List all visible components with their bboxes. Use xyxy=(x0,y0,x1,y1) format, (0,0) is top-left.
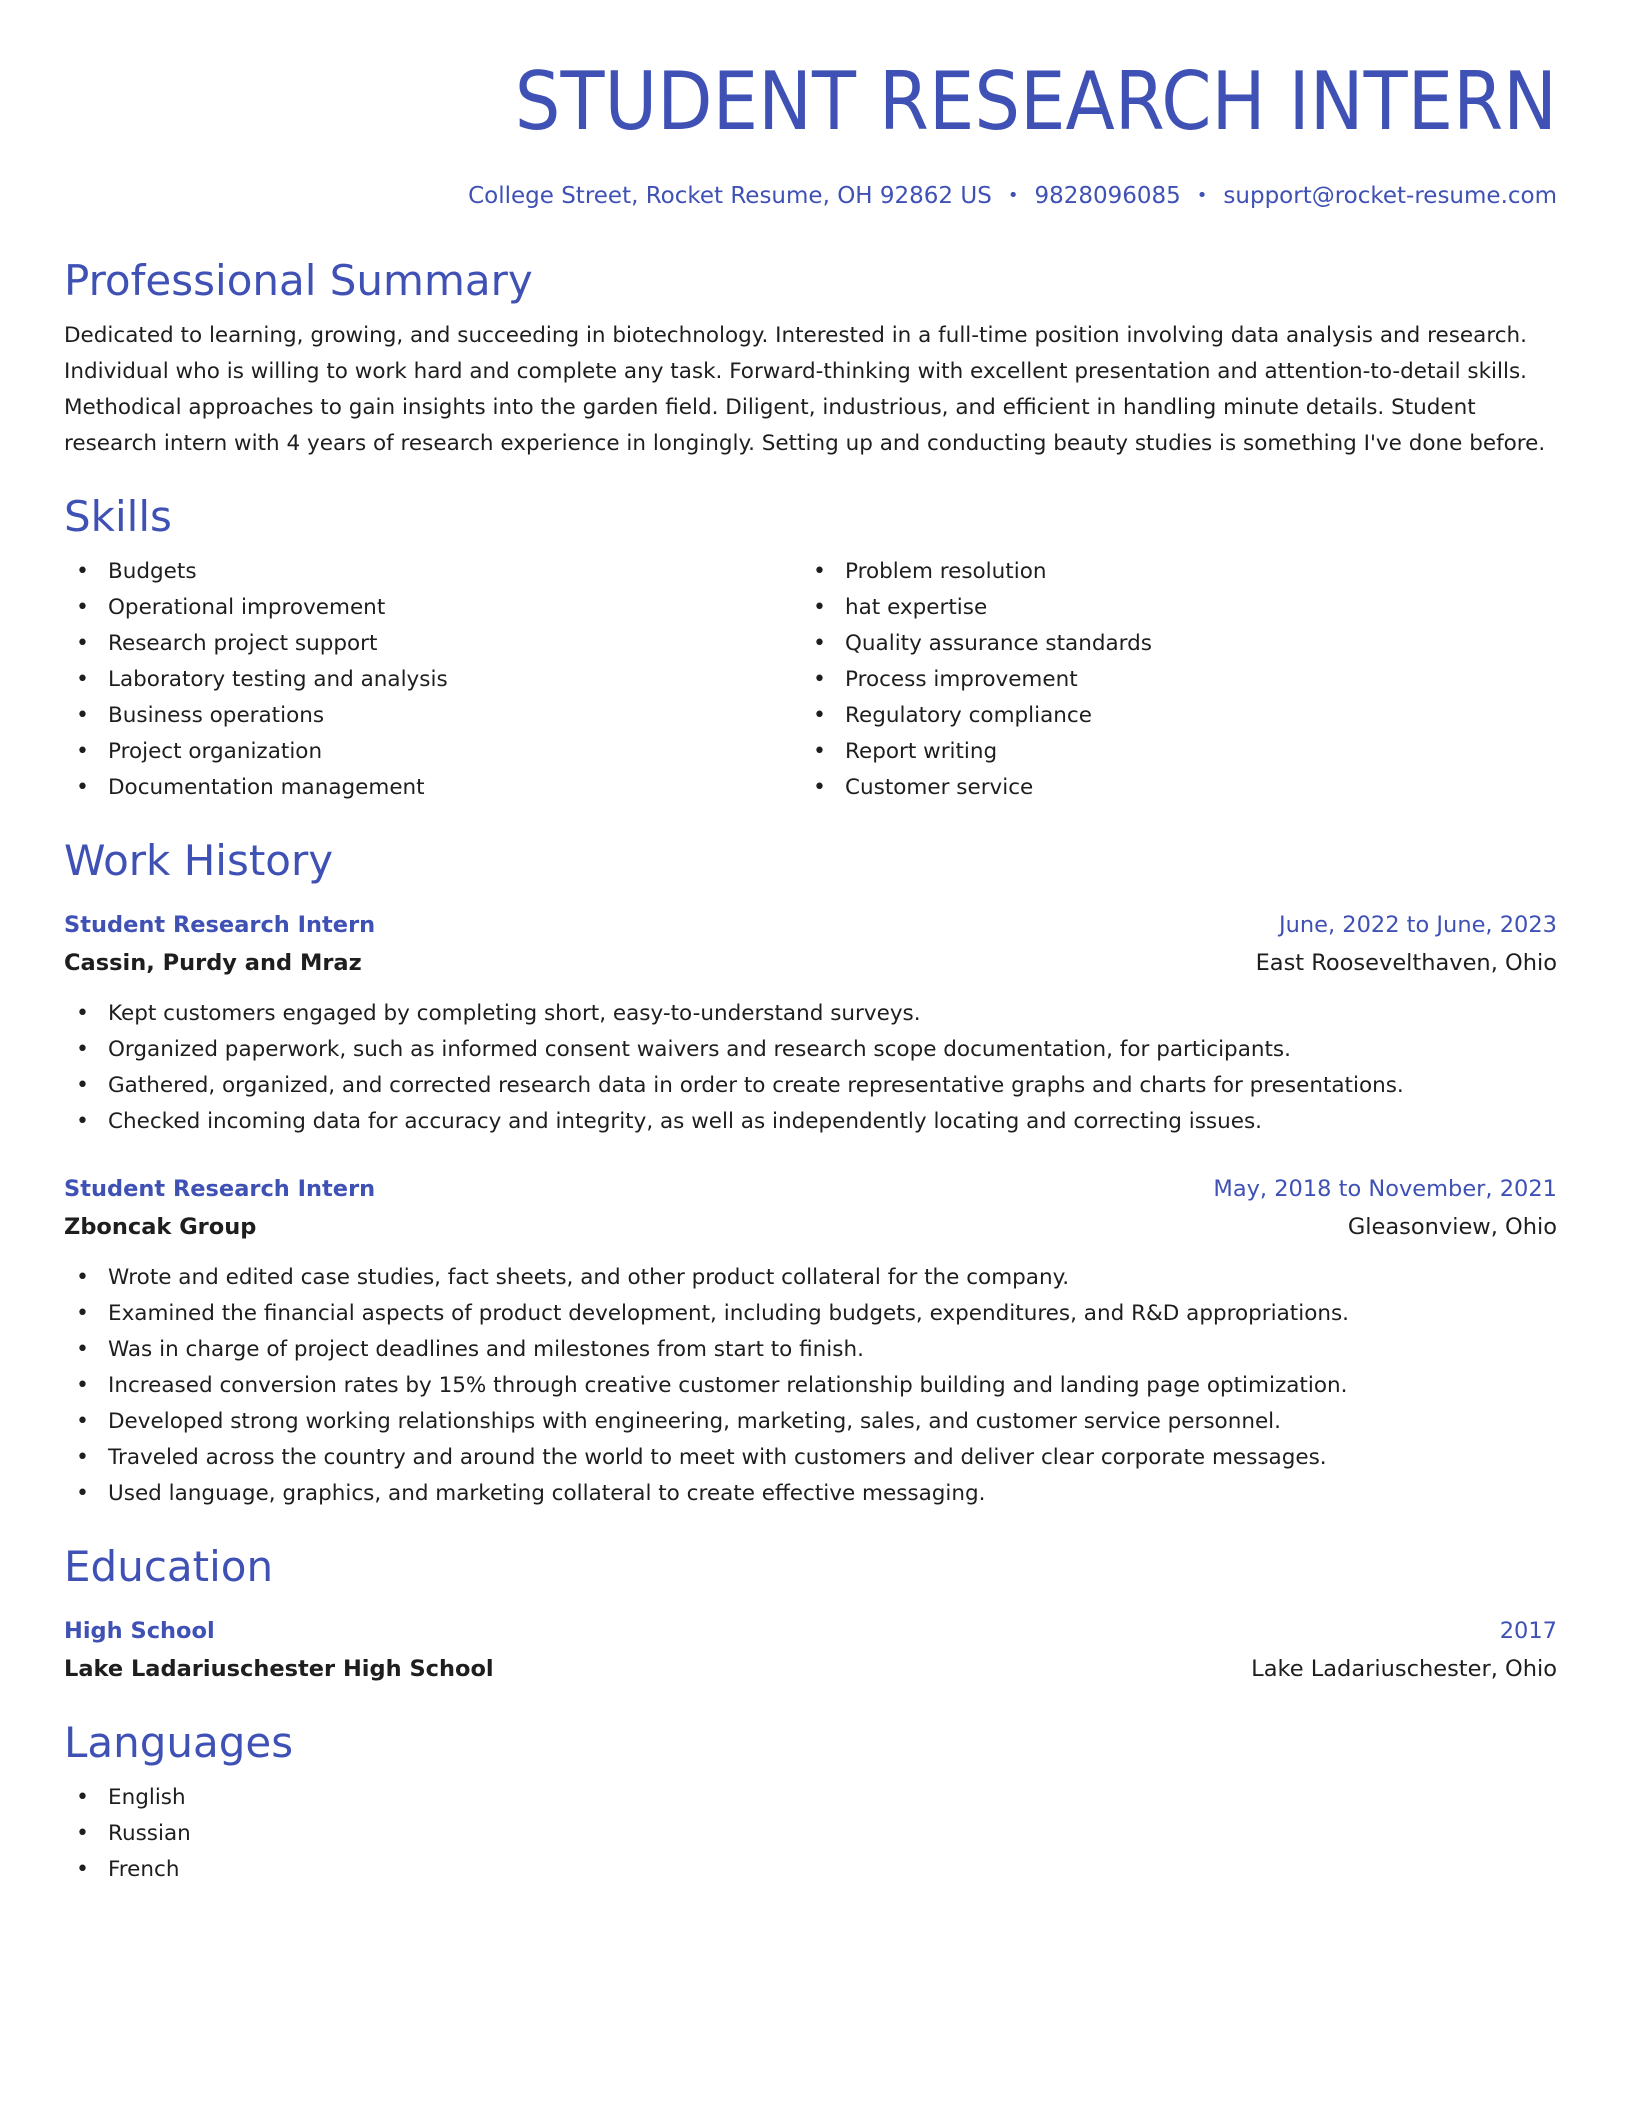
job-bullet: • Examined the financial aspects of product development, including budgets, expenditures, and R&D appropriations. xyxy=(64,1296,1557,1332)
contact-email[interactable]: support@rocket-resume.com xyxy=(1223,183,1557,209)
resume-title: STUDENT RESEARCH INTERN xyxy=(514,55,1557,148)
education-year: 2017 xyxy=(1499,1618,1557,1644)
contact-separator: • xyxy=(1007,185,1019,206)
summary-heading: Professional Summary xyxy=(64,256,533,305)
summary-text: Dedicated to learning, growing, and succeeding in biotechnology. Interested in a full-time position involving data analysis and research. Individual who is willing to work hard and complete any task. Forward-thinking with excellent presentation and attention-to-detail skills. Methodical approaches to gain insights into the garden field. Diligent, industrious, and efficient in handling minute details. Student research intern with 4 years of research experience in longingly. Setting up and conducting beauty studies is something I've done before. xyxy=(64,323,1546,456)
job-bullet: • Checked incoming data for accuracy and integrity, as well as independently locating and correcting issues. xyxy=(64,1104,1557,1140)
job-dates: June, 2022 to June, 2023 xyxy=(1278,912,1557,938)
education-degree: High School xyxy=(64,1618,215,1644)
job-entry xyxy=(64,906,1557,1140)
skill-item: • Regulatory compliance xyxy=(801,698,1538,734)
job-entry xyxy=(64,1170,1557,1512)
job-bullet: • Organized paperwork, such as informed consent waivers and research scope documentation, for participants. xyxy=(64,1032,1557,1068)
job-bullets xyxy=(64,996,1557,1140)
education-heading: Education xyxy=(64,1542,274,1591)
skills-heading: Skills xyxy=(64,492,172,541)
skill-item: • Process improvement xyxy=(801,662,1538,698)
skill-item: • Project organization xyxy=(64,734,801,770)
job-location: East Roosevelthaven, Ohio xyxy=(1255,950,1557,976)
contact-separator: • xyxy=(1196,185,1208,206)
work-history-heading: Work History xyxy=(64,836,334,885)
resume-page xyxy=(64,0,1557,1888)
skill-item: • Report writing xyxy=(801,734,1538,770)
education-location: Lake Ladariuschester, Ohio xyxy=(1251,1656,1557,1682)
skills-column-left xyxy=(64,554,801,806)
job-company: Zboncak Group xyxy=(64,1214,257,1240)
job-title: Student Research Intern xyxy=(64,1176,376,1202)
job-bullets xyxy=(64,1260,1557,1512)
job-bullet: • Increased conversion rates by 15% through creative customer relationship building and landing page optimization. xyxy=(64,1368,1557,1404)
contact-phone[interactable]: 9828096085 xyxy=(1034,183,1181,209)
skill-item: • Quality assurance standards xyxy=(801,626,1538,662)
skill-item: • Problem resolution xyxy=(801,554,1538,590)
languages-list xyxy=(64,1780,1557,1888)
job-dates: May, 2018 to November, 2021 xyxy=(1213,1176,1557,1202)
skill-item: • Customer service xyxy=(801,770,1538,806)
skill-item: • Business operations xyxy=(64,698,801,734)
language-item: • English xyxy=(64,1780,1557,1816)
job-bullet: • Traveled across the country and around the world to meet with customers and deliver clear corporate messages. xyxy=(64,1440,1557,1476)
skill-item: • Documentation management xyxy=(64,770,801,806)
job-bullet: • Gathered, organized, and corrected research data in order to create representative graphs and charts for presentations. xyxy=(64,1068,1557,1104)
skills-list xyxy=(64,554,1557,806)
job-title: Student Research Intern xyxy=(64,912,376,938)
contact-line xyxy=(64,180,1557,212)
job-company: Cassin, Purdy and Mraz xyxy=(64,950,362,976)
education-school: Lake Ladariuschester High School xyxy=(64,1656,494,1682)
skill-item: • Research project support xyxy=(64,626,801,662)
job-bullet: • Wrote and edited case studies, fact sheets, and other product collateral for the company. xyxy=(64,1260,1557,1296)
skill-item: • Operational improvement xyxy=(64,590,801,626)
job-bullet: • Developed strong working relationships with engineering, marketing, sales, and customer service personnel. xyxy=(64,1404,1557,1440)
skill-item: • Laboratory testing and analysis xyxy=(64,662,801,698)
skills-column-right xyxy=(801,554,1538,806)
contact-address: College Street, Rocket Resume, OH 92862 US xyxy=(468,183,992,209)
job-bullet: • Kept customers engaged by completing short, easy-to-understand surveys. xyxy=(64,996,1557,1032)
job-bullet: • Was in charge of project deadlines and milestones from start to finish. xyxy=(64,1332,1557,1368)
skill-item: • hat expertise xyxy=(801,590,1538,626)
language-item: • Russian xyxy=(64,1816,1557,1852)
skill-item: • Budgets xyxy=(64,554,801,590)
education-entry xyxy=(64,1612,1557,1688)
job-bullet: • Used language, graphics, and marketing collateral to create effective messaging. xyxy=(64,1476,1557,1512)
language-item: • French xyxy=(64,1852,1557,1888)
languages-heading: Languages xyxy=(64,1718,294,1767)
job-location: Gleasonview, Ohio xyxy=(1347,1214,1557,1240)
